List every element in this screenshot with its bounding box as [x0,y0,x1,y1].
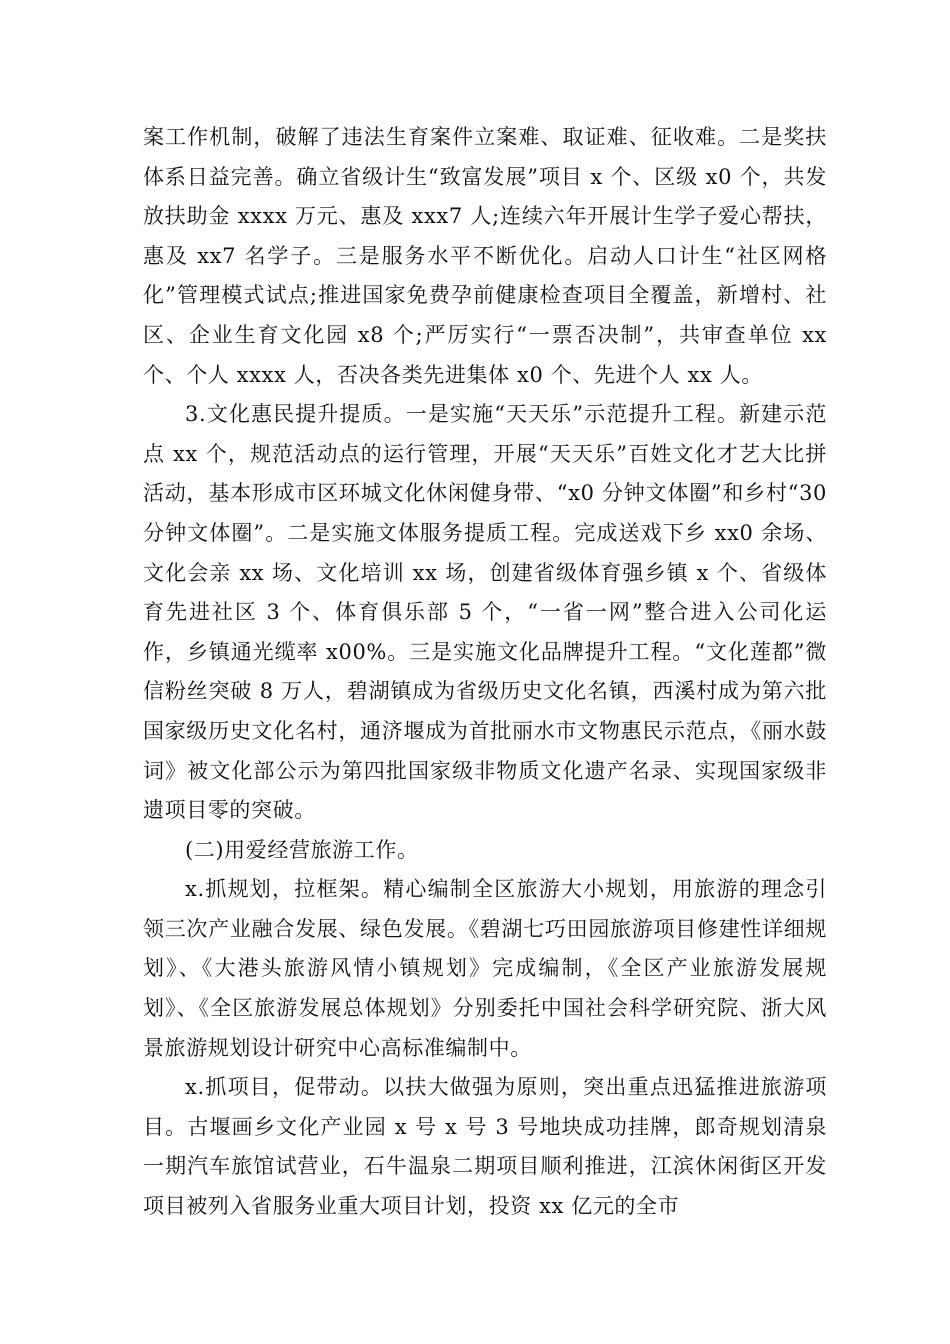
section-heading-tourism: (二)用爱经营旅游工作。 [185,837,419,862]
paragraph-culture-benefit: 3.文化惠民提升提质。一是实施“天天乐”示范提升工程。新建示范点 xx 个，规范活动点的运行管理，开展“天天乐”百姓文化才艺大比拼活动，基本形成市区环城文化休闲健身带、“x0 分钟文体圈”和乡村“30 分钟文体圈”。二是实施文体服务提质工程。完成送戏下乡 xx0 余场、文化会亲 xx 场、文化培训 xx 场，创建省级体育强乡镇 x 个、省级体育先进社区 3 个、体育俱乐部 5 个，“一省一网”整合进入公司化运作，乡镇通光缆率 x00%。三是实施文化品牌提升工程。“文化莲都”微信粉丝突破 8 万人，碧湖镇成为省级历史文化名镇，西溪村成为第六批国家级历史文化名村，通济堰成为首批丽水市文物惠民示范点，《丽水鼓词》被文化部公示为第四批国家级非物质文化遗产名录、实现国家级非遗项目零的突破。 [143,402,827,823]
paragraph-family-planning-continued: 案工作机制，破解了违法生育案件立案难、取证难、征收难。二是奖扶体系日益完善。确立省级计生“致富发展”项目 x 个、区级 x0 个，共发放扶助金 xxxx 万元、惠及 xxx7 人;连续六年开展计生学子爱心帮扶，惠及 xx7 名学子。三是服务水平不断优化。启动人口计生“社区网格化”管理模式试点;推进国家免费孕前健康检查项目全覆盖，新增村、社区、企业生育文化园 x8 个;严厉实行“一票否决制”，共审查单位 xx 个、个人 xxxx 人，否决各类先进集体 x0 个、先进个人 xx 人。 [143,125,827,387]
paragraph-tourism-projects: x.抓项目，促带动。以扶大做强为原则，突出重点迅猛推进旅游项目。古堰画乡文化产业园 x 号 x 号 3 号地块成功挂牌，郎奇规划清泉一期汽车旅馆试营业，石牛温泉二期项目顺利推进，江滨休闲街区开发项目被列入省服务业重大项目计划，投资 xx 亿元的全市 [143,1075,827,1219]
document-body [143,118,827,1227]
paragraph-tourism-planning: x.抓规划，拉框架。精心编制全区旅游大小规划，用旅游的理念引领三次产业融合发展、绿色发展。《碧湖七巧田园旅游项目修建性详细规划》、《大港头旅游风情小镇规划》完成编制，《全区产业旅游发展规划》、《全区旅游发展总体规划》分别委托中国社会科学研究院、浙大风景旅游规划设计研究中心高标准编制中。 [143,877,827,1060]
